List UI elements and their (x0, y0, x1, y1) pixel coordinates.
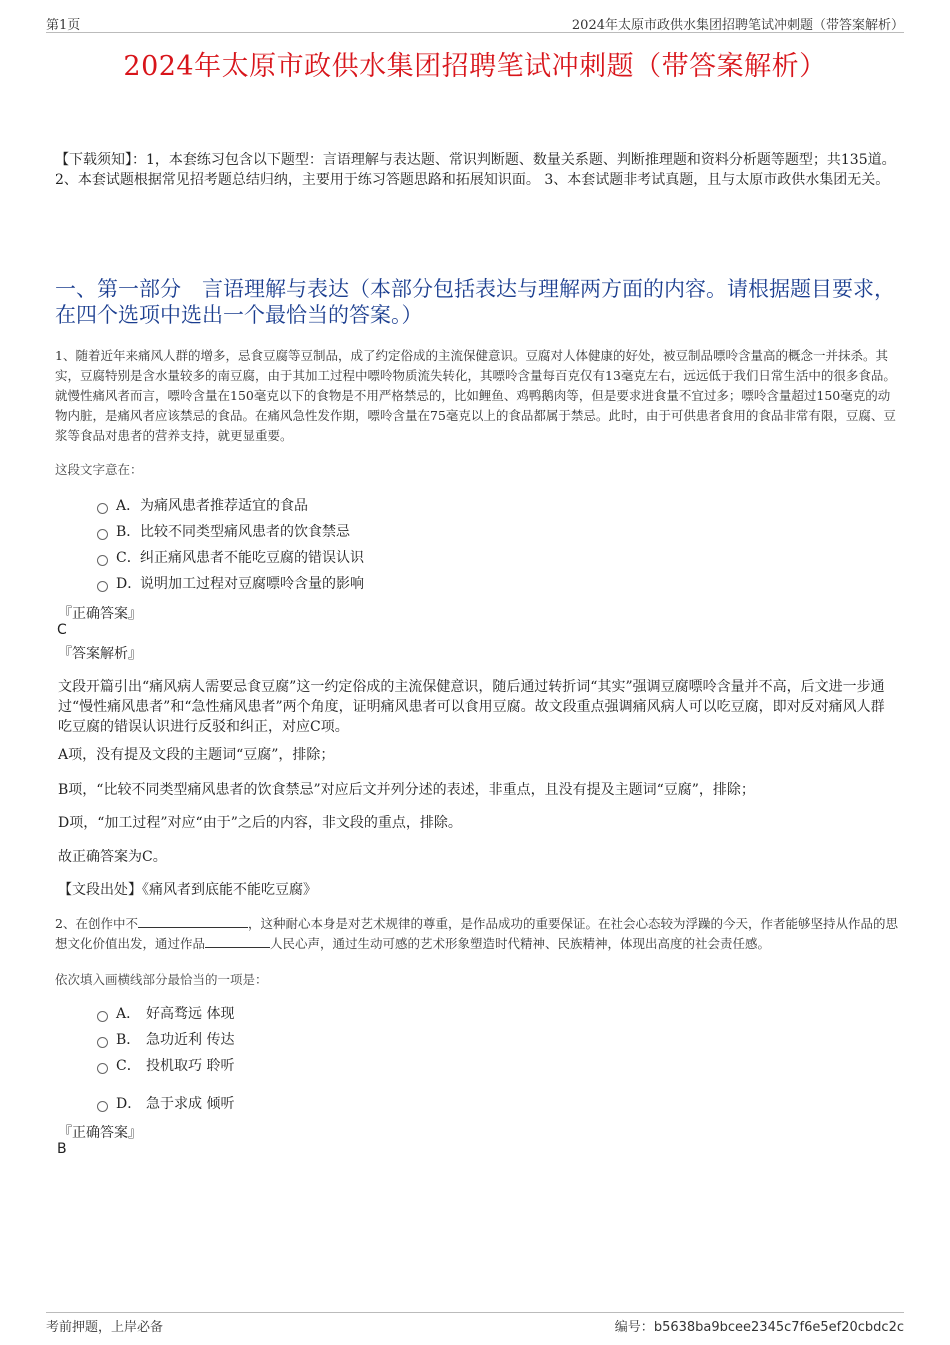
q1-analysis-main: 文段开篇引出“痛风病人需要忌食豆腐”这一约定俗成的主流保健意识，随后通过转折词“其实”强调豆腐嘌呤含量并不高，后文进一步通过“慢性痛风患者”和“急性痛风患者”两个角度，证明痛风患者可以食用豆腐。故文段重点强调痛风病人可以吃豆腐，即对反对痛风人群吃豆腐的错误认识进行反驳和纠正，对应C项。 (58, 679, 885, 735)
q1-prompt: 这段文字意在： (55, 462, 143, 477)
q1-analysis-a: A项，没有提及文段的主题词“豆腐”，排除； (58, 747, 335, 763)
radio-icon[interactable] (97, 529, 108, 540)
radio-icon[interactable] (97, 1101, 108, 1112)
q1-correct-answer: C (57, 622, 67, 638)
q1-analysis-label: 『答案解析』 (58, 646, 142, 662)
blank-line (205, 935, 270, 948)
q1-correct-label: 『正确答案』 (58, 606, 142, 622)
radio-icon[interactable] (97, 1037, 108, 1048)
q1-option-d[interactable]: D．说明加工过程对豆腐嘌呤含量的影响 (97, 574, 364, 594)
blank-line (138, 915, 248, 928)
radio-icon[interactable] (97, 581, 108, 592)
q1-option-c[interactable]: C．纠正痛风患者不能吃豆腐的错误认识 (97, 548, 364, 568)
page-footer (46, 1312, 904, 1333)
q1-option-b[interactable]: B．比较不同类型痛风患者的饮食禁忌 (97, 522, 350, 542)
radio-icon[interactable] (97, 503, 108, 514)
footer-slogan: 考前押题，上岸必备 (46, 1320, 164, 1335)
radio-icon[interactable] (97, 555, 108, 566)
q1-source: 【文段出处】《痛风者到底能不能吃豆腐》 (58, 882, 317, 898)
section-heading: 一、第一部分 言语理解与表达（本部分包括表达与理解两方面的内容。请根据题目要求，在四个选项中选出一个最恰当的答案。） (55, 277, 895, 327)
radio-icon[interactable] (97, 1063, 108, 1074)
q1-analysis-d: D项，“加工过程”对应“由于”之后的内容，非文段的重点，排除。 (58, 815, 462, 831)
q1-stem: 1、随着近年来痛风人群的增多，忌食豆腐等豆制品，成了约定俗成的主流保健意识。豆腐对人体健康的好处，被豆制品嘌呤含量高的概念一并抹杀。其实，豆腐特别是含水量较多的南豆腐，由于其加工过程中嘌呤物质流失转化，其嘌呤含量每百克仅有13毫克左右，远远低于我们日常生活中的很多食品。就慢性痛风者而言，嘌呤含量在150毫克以下的食物是不用严格禁忌的，比如鲤鱼、鸡鸭鹅肉等，但是要求进食量不宜过多；嘌呤含量超过150毫克的动物内脏，是痛风者应该禁忌的食品。在痛风急性发作期，嘌呤含量在75毫克以上的食品都属于禁忌。此时，由于可供患者食用的食品非常有限，豆腐、豆浆等食品对患者的营养支持，就更显重要。 (55, 348, 896, 443)
header-doc-title: 2024年太原市政供水集团招聘笔试冲刺题（带答案解析） (571, 18, 904, 33)
q2-correct-label: 『正确答案』 (58, 1125, 142, 1141)
q2-prompt: 依次填入画横线部分最恰当的一项是： (55, 972, 268, 987)
q1-option-a[interactable]: A．为痛风患者推荐适宜的食品 (97, 496, 308, 516)
page-number: 第1页 (46, 18, 81, 33)
q1-analysis-b: B项，“比较不同类型痛风患者的饮食禁忌”对应后文并列分述的表述，非重点，且没有提及主题词“豆腐”，排除； (58, 782, 755, 798)
q2-option-d[interactable]: D． 急于求成 倾听 (97, 1094, 234, 1114)
page-title: 2024年太原市政供水集团招聘笔试冲刺题（带答案解析） (123, 51, 827, 82)
download-notice: 【下载须知】：1，本套练习包含以下题型：言语理解与表达题、常识判断题、数量关系题、判断推理题和资料分析题等题型；共135道。 2、本套试题根据常见招考题总结归纳，主要用于练习答题思路和拓展知识面。 3、本套试题非考试真题，且与太原市政供水集团无关。 (55, 152, 896, 188)
q1-analysis-conclusion: 故正确答案为C。 (58, 849, 167, 865)
page-header (46, 14, 904, 33)
q2-option-b[interactable]: B． 急功近利 传达 (97, 1030, 234, 1050)
q2-option-a[interactable]: A． 好高骛远 体现 (97, 1004, 234, 1024)
q2-option-c[interactable]: C． 投机取巧 聆听 (97, 1056, 234, 1076)
footer-code: 编号：b5638ba9bcee2345c7f6e5ef20cbdc2c (614, 1320, 904, 1335)
q2-stem: 2、在创作中不 ，这种耐心本身是对艺术规律的尊重，是作品成功的重要保证。在社会心态较为浮躁的今天，作者能够坚持从作品的思想文化价值出发，通过作品 人民心声，通过生动可感的艺术形象塑造时代精神、民族精神，体现出高度的社会责任感。 (55, 916, 898, 951)
radio-icon[interactable] (97, 1011, 108, 1022)
q2-correct-answer: B (57, 1141, 67, 1157)
